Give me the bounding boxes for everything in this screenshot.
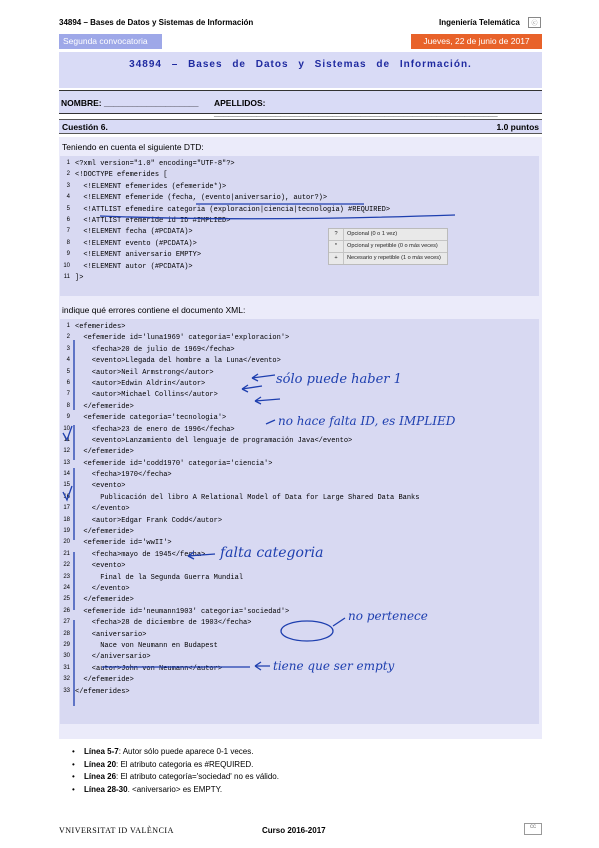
line-number: 8 [66,402,70,409]
line-number: 6 [66,379,70,386]
code-text: ]> [75,273,84,282]
line-number: 7 [66,391,70,398]
session-tag: Segunda convocatoria [59,34,162,49]
code-text: <autor>Edwin Aldrin</autor> [75,379,206,388]
arrow-icon [255,662,270,670]
header-course: 34894 – Bases de Datos y Sistemas de Información [59,18,254,27]
arrow-icon [255,397,280,404]
code-text: </aniversario> [75,653,151,662]
code-text: </evento> [75,505,130,514]
arrow-icon [266,420,275,424]
code-text: <fecha>23 de enero de 1996</fecha> [75,425,235,434]
code-text: <!ELEMENT aniversario EMPTY> [75,251,202,260]
university-logo: VNIVERSITAT ID VALÈNCIA [59,826,174,835]
line-number: 26 [63,607,70,614]
surname-field: APELLIDOS: ____________________________________________________________ [214,98,498,118]
line-number: 16 [63,493,70,500]
line-number: 19 [63,528,70,535]
code-text: <efemeride id='neumann1903' categoria='sociedad'> [75,607,290,616]
code-text: <!ELEMENT autor (#PCDATA)> [75,262,193,271]
cc-icon: ⓒ [528,17,541,28]
code-text: </efemerides> [75,687,130,696]
note-empty: tiene que ser empty [273,659,395,673]
code-text: <efemerides> [75,323,126,331]
note-id-implied: no hace falta ID, es IMPLIED [278,414,456,428]
underline-line5 [100,215,455,219]
code-text: <fecha>mayo de 1945</fecha> [75,550,206,559]
note-falta-categoria: falta categoria [220,545,324,561]
line-number: 6 [66,216,70,223]
name-field: NOMBRE: ____________________ [61,98,199,108]
legend-symbol: ? [329,229,344,240]
date-tag: Jueves, 22 de junio de 2017 [411,34,542,49]
line-number: 23 [63,573,70,580]
line-number: 13 [63,459,70,466]
line-number: 21 [63,550,70,557]
answer-list [72,746,279,796]
code-text: <fecha>20 de julio de 1969</fecha> [75,345,235,354]
code-text: <?xml version="1.0" encoding="UTF-8"?> [75,160,235,168]
note-no-pertenece: no pertenece [348,609,428,623]
code-text: </efemeride> [75,596,134,605]
line-number: 32 [63,676,70,683]
code-text: <efemeride id='luna1969' categoria='exploracion'> [75,334,290,343]
code-text: <!ELEMENT efemeride (fecha, (evento|aniversario), autor?)> [75,194,328,203]
line-number: 2 [66,171,70,178]
line-number: 24 [63,584,70,591]
line-number: 29 [63,641,70,648]
legend-desc: Opcional (0 o 1 vez) [347,231,398,237]
code-text: <evento> [75,482,126,491]
line-number: 12 [63,448,70,455]
answer-item: • Línea 28-30. <aniversario> es EMPTY. [72,784,279,797]
code-text: <!ELEMENT evento (#PCDATA)> [75,239,197,248]
line-number: 2 [66,334,70,341]
answer-item: • Línea 5-7: Autor sólo puede aparece 0-1 veces. [72,746,279,759]
line-number: 17 [63,505,70,512]
code-text: <evento>Lanzamiento del lenguaje de programación Java</evento> [75,436,353,445]
code-text: </efemeride> [75,676,134,685]
code-text: <efemeride id='wwII'> [75,539,172,548]
code-text: <autor>Michael Collins</autor> [75,391,218,400]
line-number: 1 [66,160,70,166]
exam-title: 34894 – Bases de Datos y Sistemas de Información. [129,59,472,70]
intro-text: Teniendo en cuenta el siguiente DTD: [62,142,204,152]
legend-symbol: + [329,253,344,264]
check-icon [63,426,72,440]
arrow-icon [252,374,275,381]
code-text: <autor>John von Neumann</autor> [75,664,223,673]
line-number: 20 [63,539,70,546]
line-number: 1 [66,323,70,329]
question-text: indique qué errores contiene el documento XML: [62,305,246,315]
line-number: 9 [66,251,70,258]
code-text: </efemeride> [75,528,134,537]
code-text: <!ELEMENT efemerides (efemeride*)> [75,182,227,191]
circle-sociedad [281,621,333,641]
line-number: 3 [66,182,70,189]
legend-desc: Opcional y repetible (0 o más veces) [347,243,438,249]
answer-item: • Línea 26: El atributo categoría='sociedad' no es válido. [72,771,279,784]
code-text: <!ATTLIST efemedire categoria (exploracion|ciencia|tecnologia) #REQUIRED> [75,205,391,214]
line-number: 8 [66,239,70,246]
legend-symbol: * [329,241,344,252]
answer-item: • Línea 20: El atributo categoria es #REQUIRED. [72,759,279,772]
code-text: <fecha>1970</fecha> [75,471,172,480]
line-number: 11 [63,273,70,280]
line-number: 18 [63,516,70,523]
code-text: <!DOCTYPE efemerides [ [75,171,168,180]
code-text: <!ELEMENT fecha (#PCDATA)> [75,228,193,237]
line-number: 31 [63,664,70,671]
code-text: <evento>Llegada del hombre a la Luna</evento> [75,357,281,366]
code-text: <!ATTLIST efemeride id ID #IMPLIED> [75,216,231,225]
cc-by-icon: cc [524,823,542,835]
code-text: <autor>Edgar Frank Codd</autor> [75,516,223,525]
code-text: </evento> [75,584,130,593]
check-icon [63,486,72,500]
line-number: 28 [63,630,70,637]
note-solo-uno: sólo puede haber 1 [276,372,402,387]
code-text: <efemeride categoria='tecnologia'> [75,414,227,423]
line-number: 4 [66,194,70,201]
arrow-icon [242,385,262,392]
line-number: 5 [66,368,70,375]
code-text: Final de la Segunda Guerra Mundial [75,573,244,582]
line-number: 9 [66,414,70,421]
line-number: 14 [63,471,70,478]
code-text: <autor>Neil Armstrong</autor> [75,368,214,377]
question-label: Cuestión 6. [62,122,108,132]
line-number: 10 [63,262,70,269]
code-text: <evento> [75,562,126,571]
code-text: Nace von Neumann en Budapest [75,641,218,650]
line-number: 22 [63,562,70,569]
line-number: 10 [63,425,70,432]
code-text: </efemeride> [75,402,134,411]
code-text: <aniversario> [75,630,147,639]
line-number: 25 [63,596,70,603]
line-number: 3 [66,345,70,352]
line-number: 7 [66,228,70,235]
arrow-icon [188,552,215,559]
line-number: 11 [63,436,70,443]
header-degree: Ingeniería Telemática [439,18,520,27]
line-number: 4 [66,357,70,364]
code-text: <efemeride id='codd1970' categoria='ciencia'> [75,459,273,468]
line-number: 30 [63,653,70,660]
code-text: </efemeride> [75,448,134,457]
question-points: 1.0 puntos [496,122,539,132]
code-text: <fecha>28 de diciembre de 1903</fecha> [75,619,252,628]
legend-desc: Necesario y repetible (1 o más veces) [347,255,441,261]
line-number: 15 [63,482,70,489]
arrow-icon [333,618,345,626]
line-number: 27 [63,619,70,626]
line-number: 5 [66,205,70,212]
line-number: 33 [63,687,70,694]
course-year: Curso 2016-2017 [262,826,326,835]
code-text: Publicación del libro A Relational Model of Data for Large Shared Data Banks [75,493,420,502]
